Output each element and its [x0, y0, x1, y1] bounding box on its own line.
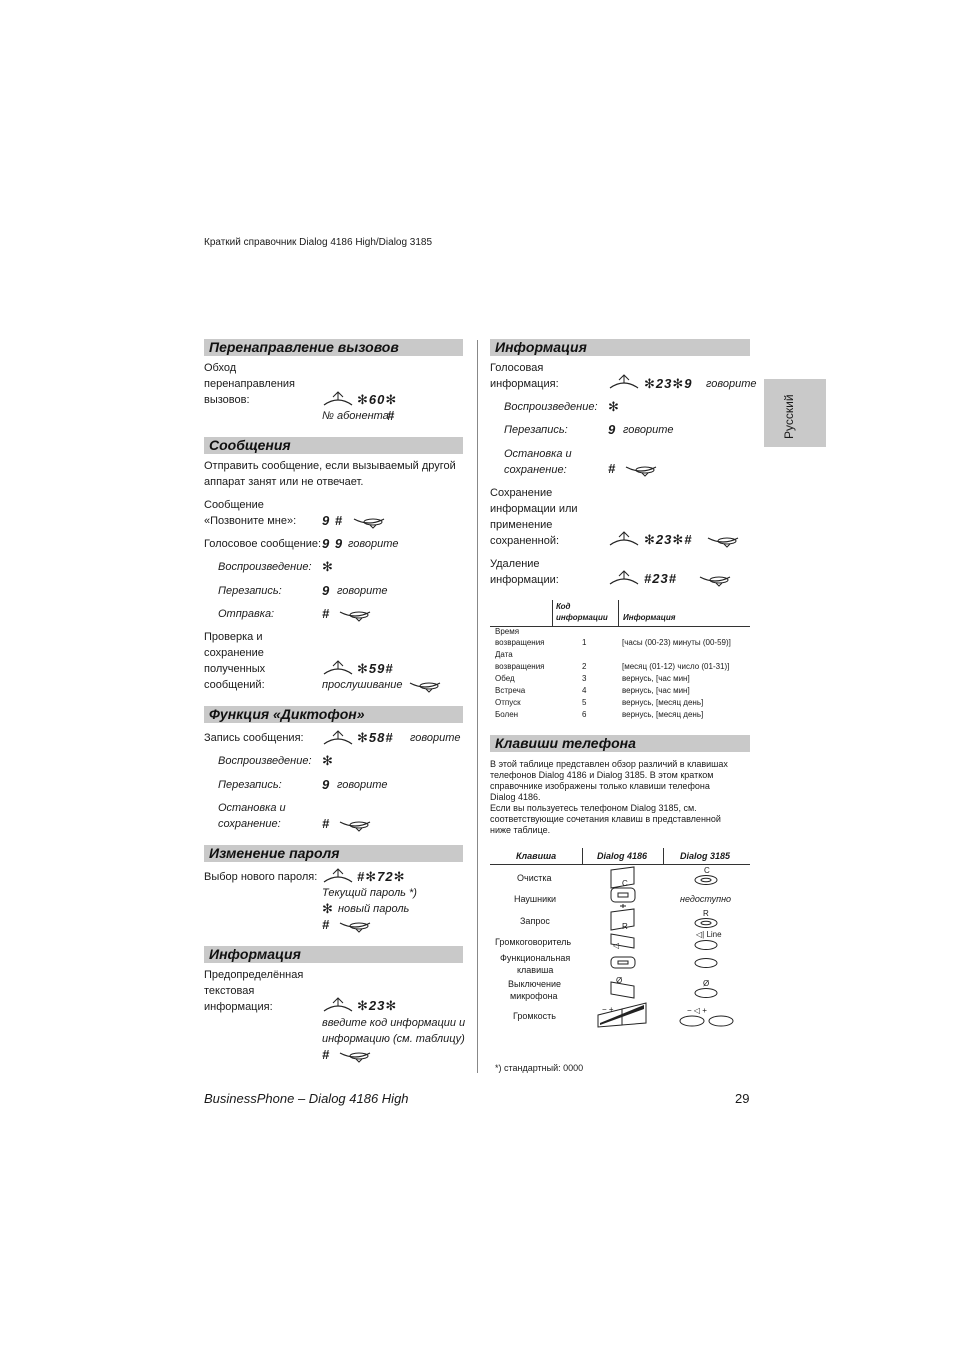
offhook-handset-icon: [322, 730, 354, 748]
onhook-handset-icon: [338, 1047, 372, 1063]
current-password-label: Текущий пароль *): [322, 887, 417, 899]
header-info: Информация: [623, 613, 676, 622]
rerecord-label: Перезапись:: [504, 424, 568, 436]
playback-code: ✻: [322, 559, 334, 574]
voice-info-code: ✻23✻9: [644, 376, 693, 391]
key-name: Выключение: [508, 979, 562, 989]
onhook-handset-icon: [338, 816, 372, 832]
send-code: #: [322, 606, 331, 621]
stop-save-code: #: [322, 816, 331, 831]
function-key-icon: [608, 955, 638, 971]
stop-save-code: #: [608, 461, 617, 476]
speaker-key-icon: [693, 939, 719, 951]
speak-word: говорите: [348, 538, 399, 550]
keys-intro-2: телефонов Dialog 4186 и Dialog 3185. В этом кратком: [490, 770, 714, 780]
check-label-1: Проверка и: [204, 631, 263, 643]
record-label: Запись сообщения:: [204, 732, 304, 744]
volume-key-mark: − ◁ +: [687, 1006, 707, 1015]
footer-title: BusinessPhone – Dialog 4186 High: [204, 1091, 409, 1106]
new-password-code: ✻: [322, 901, 334, 916]
key-name: Наушники: [514, 894, 557, 904]
speak-word: говорите: [706, 378, 757, 390]
voice-message-code: 9 9: [322, 536, 344, 551]
headset-not-available: недоступно: [680, 894, 732, 904]
footnote: *) стандартный: 0000: [495, 1063, 584, 1073]
keys-table: [490, 848, 750, 1033]
check-label-4: сообщений:: [204, 679, 265, 691]
new-password-label: Выбор нового пароля:: [204, 871, 318, 883]
send-label: Отправка:: [218, 608, 275, 620]
subscriber-code: #: [387, 408, 396, 423]
check-label-3: полученных: [204, 663, 266, 675]
enter-code-text-1: введите код информации и: [322, 1017, 466, 1029]
predefined-label-2: текстовая: [204, 985, 255, 997]
save-info-code: ✻23✻#: [644, 532, 693, 547]
keys-intro-1: В этой таблице представлен обзор различий в клавишах: [490, 759, 728, 769]
new-password-word: новый пароль: [338, 903, 410, 915]
delete-info-label-1: Удаление: [490, 558, 540, 570]
row-info: вернусь, [час мин]: [622, 686, 690, 695]
language-label: Русский: [782, 394, 796, 439]
column-divider: [477, 340, 478, 1073]
key-name: Громкоговоритель: [495, 937, 572, 947]
info-code-table: [490, 600, 750, 722]
bypass-label-3: вызовов:: [204, 394, 250, 406]
password-code: #✻72✻: [357, 869, 406, 884]
save-info-label-1: Сохранение: [490, 487, 553, 499]
section-title: Информация: [495, 339, 587, 355]
stop-save-label-2: сохранение:: [504, 464, 567, 476]
row-name: Время: [495, 627, 520, 636]
password-end-code: #: [322, 917, 331, 932]
messages-intro-1: Отправить сообщение, если вызываемый другой: [204, 460, 456, 472]
volume-key-mark: − +: [602, 1005, 614, 1014]
onhook-handset-icon: [624, 461, 658, 477]
section-title: Функция «Диктофон»: [209, 706, 365, 722]
delete-info-code: #23#: [644, 571, 677, 586]
mute-key-mark: Ø: [703, 979, 710, 988]
speaker-key-mark: ◁| Line: [696, 930, 722, 939]
voice-info-label-1: Голосовая: [490, 362, 544, 374]
page-number: 29: [735, 1091, 750, 1106]
rerecord-code: 9: [608, 422, 617, 437]
inquiry-key-icon: [693, 917, 719, 929]
section-bar-dictaphone: [204, 706, 463, 723]
callme-label-1: Сообщение: [204, 499, 264, 511]
row-code: 4: [582, 686, 587, 695]
playback-label: Воспроизведение:: [218, 561, 312, 573]
header-key: Клавиша: [516, 851, 557, 861]
messages-intro-2: аппарат занят или не отвечает.: [204, 476, 364, 488]
onhook-handset-icon: [698, 571, 732, 587]
stop-save-label-1: Остановка и: [504, 448, 572, 460]
row-info: [месяц (01-12) число (01-31)]: [622, 662, 730, 671]
key-name: Очистка: [517, 873, 552, 883]
row-name: Болен: [495, 710, 519, 719]
offhook-handset-icon: [608, 570, 640, 588]
save-info-label-2: информации или: [490, 503, 578, 515]
record-code: ✻58#: [357, 730, 394, 745]
playback-code: ✻: [322, 753, 334, 768]
section-bar-information: [204, 946, 463, 963]
voice-message-label: Голосовое сообщение:: [204, 538, 322, 550]
row-code: 6: [582, 710, 587, 719]
callme-label-2: «Позвоните мне»:: [204, 515, 297, 527]
section-title: Изменение пароля: [209, 845, 340, 861]
row-name: Дата: [495, 650, 513, 659]
row-code: 3: [582, 674, 587, 683]
bypass-label-1: Обход: [204, 362, 237, 374]
clear-key-mark: C: [622, 879, 628, 888]
keys-intro-4: Dialog 4186.: [490, 792, 541, 802]
save-info-label-3: применение: [490, 519, 553, 531]
key-name: клавиша: [517, 965, 554, 975]
predefined-code: ✻23✻: [357, 998, 398, 1013]
offhook-handset-icon: [322, 997, 354, 1015]
offhook-handset-icon: [608, 531, 640, 549]
playback-label: Воспроизведение:: [504, 401, 598, 413]
keys-intro-6: соответствующие сочетания клавиш в представленной: [490, 814, 721, 824]
row-info: вернусь, [месяц день]: [622, 698, 704, 707]
clear-key-mark: C: [704, 866, 710, 875]
key-name: Запрос: [520, 916, 550, 926]
clear-key-icon: [693, 874, 719, 886]
section-bar-phone-keys: [490, 735, 750, 752]
section-bar-information: [490, 339, 750, 356]
section-title: Клавиши телефона: [495, 735, 636, 751]
callme-code: 9 #: [322, 513, 344, 528]
section-title: Перенаправление вызовов: [209, 339, 399, 355]
enter-code-text-2: информацию (см. таблицу): [322, 1033, 465, 1045]
row-info: [часы (00-23) минуты (00-59)]: [622, 638, 731, 647]
speak-word: говорите: [623, 424, 674, 436]
header-code-2: информации: [556, 613, 608, 622]
check-code: ✻59#: [357, 661, 394, 676]
mute-key-icon: [608, 978, 638, 1000]
rerecord-code: 9: [322, 777, 331, 792]
document-header: Краткий справочник Dialog 4186 High/Dialog 3185: [204, 237, 433, 248]
speak-word: говорите: [337, 779, 388, 791]
speak-word: говорите: [410, 732, 461, 744]
headset-key-icon: [608, 886, 638, 910]
row-code: 1: [582, 638, 587, 647]
offhook-handset-icon: [322, 391, 354, 409]
onhook-handset-icon: [338, 917, 372, 933]
onhook-handset-icon: [408, 677, 442, 693]
bypass-code: ✻60✻: [357, 392, 398, 407]
onhook-handset-icon: [706, 532, 740, 548]
playback-label: Воспроизведение:: [218, 755, 312, 767]
row-info: вернусь, [месяц день]: [622, 710, 704, 719]
offhook-handset-icon: [608, 374, 640, 392]
speak-word: говорите: [337, 585, 388, 597]
language-side-tab: [764, 379, 826, 447]
section-bar-messages: [204, 437, 463, 454]
rerecord-code: 9: [322, 583, 331, 598]
header-3185: Dialog 3185: [680, 851, 731, 861]
function-key-icon: [693, 957, 719, 969]
section-title: Информация: [209, 946, 301, 962]
rerecord-label: Перезапись:: [218, 585, 282, 597]
playback-code: ✻: [608, 399, 620, 414]
stop-save-label-2: сохранение:: [218, 818, 281, 830]
listening-word: прослушивание: [322, 679, 403, 691]
mute-key-mark: Ø: [616, 976, 623, 985]
row-name: возвращения: [495, 638, 545, 647]
predefined-label-1: Предопределённая: [204, 969, 304, 981]
header-4186: Dialog 4186: [597, 851, 648, 861]
subscriber-number-label: № абонента: [322, 410, 389, 422]
mute-key-icon: [693, 987, 719, 999]
keys-intro-5: Если вы пользуетесь телефоном Dialog 3185, см.: [490, 803, 697, 813]
voice-info-label-2: информация:: [490, 378, 559, 390]
row-code: 5: [582, 698, 587, 707]
row-name: Обед: [495, 674, 515, 683]
stop-save-label-1: Остановка и: [218, 802, 286, 814]
offhook-handset-icon: [322, 868, 354, 886]
section-bar-change-password: [204, 845, 463, 862]
section-title: Сообщения: [209, 437, 291, 453]
rerecord-label: Перезапись:: [218, 779, 282, 791]
delete-info-label-2: информации:: [490, 574, 559, 586]
row-name: возвращения: [495, 662, 545, 671]
bypass-label-2: перенаправления: [204, 378, 295, 390]
keys-intro-7: ниже таблице.: [490, 825, 551, 835]
section-bar-call-forwarding: [204, 339, 463, 356]
inquiry-key-mark: R: [703, 909, 709, 918]
check-label-2: сохранение: [204, 647, 264, 659]
save-info-label-4: сохраненной:: [490, 535, 560, 547]
row-info: вернусь, [час мин]: [622, 674, 690, 683]
volume-key-icon: [678, 1014, 736, 1028]
keys-intro-3: справочнике изображены только клавиши телефона: [490, 781, 710, 791]
row-name: Встреча: [495, 686, 526, 695]
predefined-end-code: #: [322, 1047, 331, 1062]
key-name: Функциональная: [500, 953, 571, 963]
key-name: Громкость: [513, 1011, 556, 1021]
header-code-1: Код: [556, 602, 571, 611]
offhook-handset-icon: [322, 660, 354, 678]
inquiry-key-mark: R: [622, 922, 628, 931]
onhook-handset-icon: [352, 513, 386, 529]
row-code: 2: [582, 662, 587, 671]
row-name: Отпуск: [495, 698, 521, 707]
speaker-key-mark: ◁: [613, 941, 620, 950]
key-name: микрофона: [510, 991, 558, 1001]
onhook-handset-icon: [338, 606, 372, 622]
predefined-label-3: информация:: [204, 1001, 273, 1013]
